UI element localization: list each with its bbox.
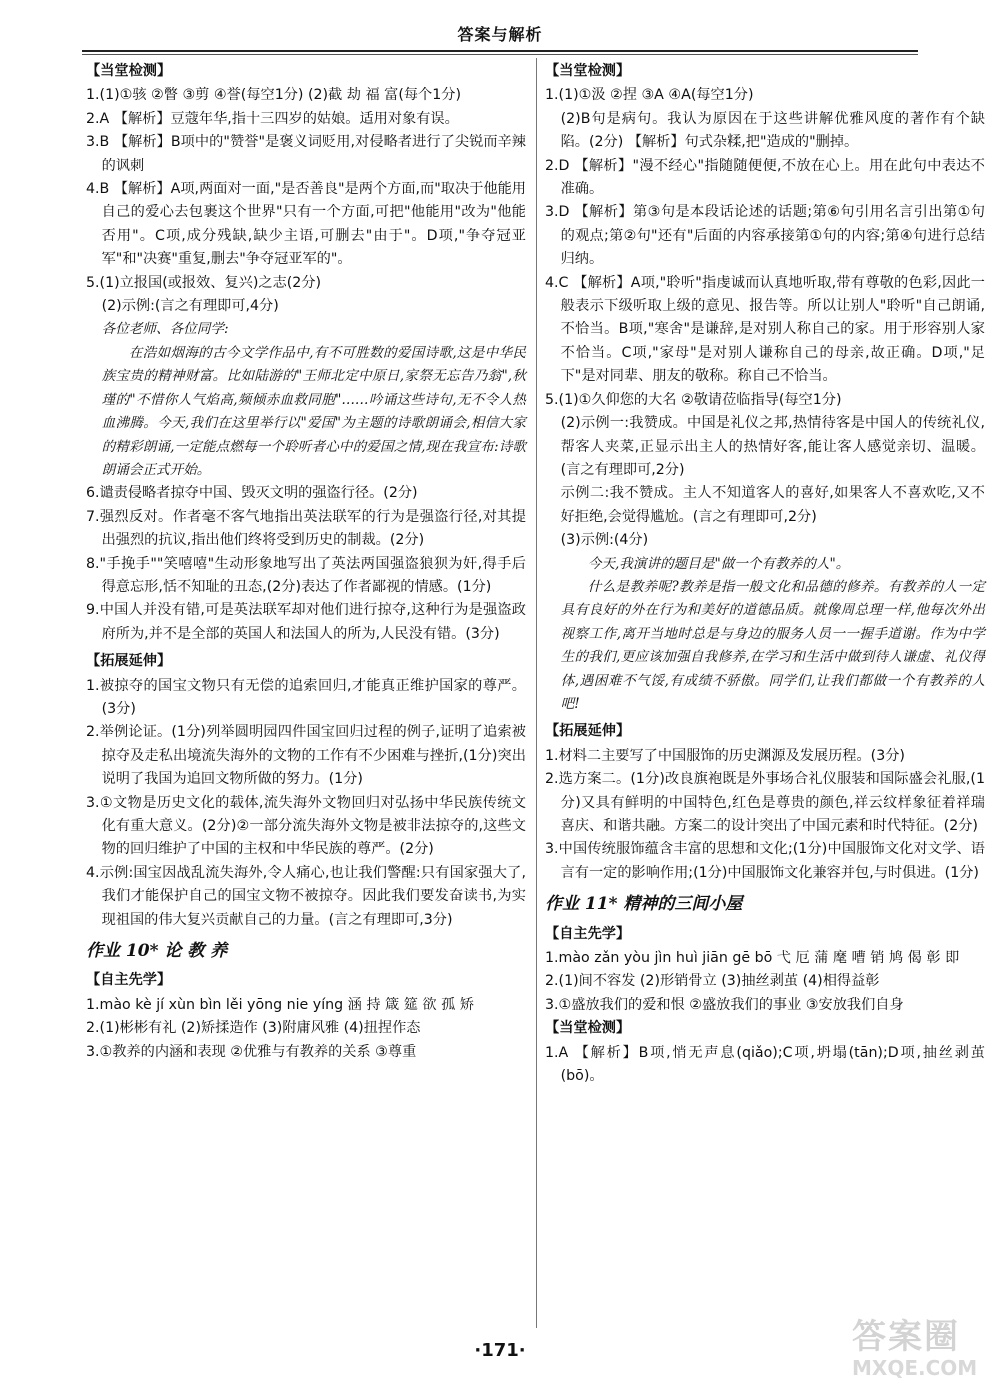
answer-item: 6.谴责侵略者掠夺中国、毁灭文明的强盗行径。(2分) <box>86 485 418 502</box>
assignment-title: 作业 11* 精神的三间小屋 <box>545 894 743 915</box>
answer-item: (3)示例:(4分) <box>560 532 649 549</box>
speech-sample <box>86 318 526 482</box>
answer-item: 1.材料二主要写了中国服饰的历史渊源及发展历程。(3分) <box>545 747 905 764</box>
answer-item: 3.B 【解析】B项中的"赞誉"是褒义词贬用,对侵略者进行了尖锐而辛辣的讽刺 <box>86 134 526 174</box>
answer-item: 1.被掠夺的国宝文物只有无偿的追索回归,才能真正维护国家的尊严。(3分) <box>86 677 526 717</box>
section-title: 【当堂检测】 <box>545 1020 631 1037</box>
right-column <box>545 60 985 1088</box>
section-title: 【当堂检测】 <box>86 63 172 79</box>
answer-item: 2.A 【解析】豆蔻年华,指十三四岁的姑娘。适用对象有误。 <box>86 110 459 127</box>
watermark-logo <box>852 1318 982 1384</box>
answer-item: (2)示例:(言之有理即可,4分) <box>101 298 279 315</box>
answer-item: (2)示例一:我赞成。中国是礼仪之邦,热情待客是中国人的传统礼仪,帮客人夹菜,正显示出主人的热情好客,能让客人感觉亲切、温暖。(言之有理即可,2分) <box>560 415 985 478</box>
answer-item: 5.(1)①久仰您的大名 ②敬请莅临指导(每空1分) <box>545 391 842 408</box>
answer-item: 5.(1)立报国(或报效、复兴)之志(2分) <box>86 274 322 291</box>
page-header-title: 答案与解析 <box>457 25 543 44</box>
speech-opening: 今天,我演讲的题目是"做一个有教养的人"。 <box>587 555 850 572</box>
answer-item: 1.mào zǎn yòu jìn huì jiān gē bō 弋 厄 蒲 麾 嘈 销 鸠 偈 彰 即 <box>545 950 960 967</box>
answer-item: 1.(1)①汲 ②捏 ③A ④A(每空1分) <box>545 87 754 104</box>
section-title: 【自主先学】 <box>545 925 631 942</box>
section-title: 【自主先学】 <box>86 972 172 989</box>
answer-item: 1.(1)①骇 ②瞥 ③剪 ④誉(每空1分) (2)截 劫 福 富(每个1分) <box>86 87 461 104</box>
answer-item: 8."手挽手""笑嘻嘻"生动形象地写出了英法两国强盗狼狈为奸,得手后得意忘形,恬不知耻的丑态,(2分)表达了作者鄙视的情感。(1分) <box>86 555 526 595</box>
speech-body: 在浩如烟海的古今文学作品中,有不可胜数的爱国诗歌,这是中华民族宝贵的精神财富。比如陆游的"王师北定中原日,家祭无忘告乃翁",秋瑾的"不惜你人气焰高,频倾赤血救同胞"……吟诵这些诗句,无不令人热血沸腾。今天,我们在这里举行以"爱国"为主题的诗歌朗诵会,相信大家的精彩朗诵,一定能点燃每一个聆听者心中的爱国之情,现在我宣布:诗歌朗诵会正式开始。 <box>101 344 526 478</box>
answer-item: 4.示例:国宝因战乱流失海外,令人痛心,也让我们警醒:只有国家强大了,我们才能保护自己的国宝文物不被掠夺。因此我们要发奋读书,为实现祖国的伟大复兴贡献自己的力量。(言之有理即可,3分) <box>86 864 526 928</box>
left-column <box>86 60 526 1064</box>
section-title: 【拓展延伸】 <box>86 653 172 670</box>
answer-item: 1.A 【解析】B项,悄无声息(qiǎo);C项,坍塌(tān);D项,抽丝剥茧(bō)。 <box>545 1044 985 1085</box>
answer-item: 4.C 【解析】A项,"聆听"指虔诚而认真地听取,带有尊敬的色彩,因此一般表示下级听取上级的意见、报告等。所以让别人"聆听"自己朗诵,不恰当。B项,"寒舍"是谦辞,是对别人称自己的家。用于形容别人家不恰当。C项,"家母"是对别人谦称自己的母亲,故正确。D项,"足下"是对同辈、朋友的敬称。称自己不恰当。 <box>545 274 985 385</box>
page-number: ·171· <box>474 1340 526 1361</box>
section-title: 【拓展延伸】 <box>545 723 631 740</box>
answer-item: 2.举例论证。(1分)列举圆明园四件国宝回归过程的例子,证明了追索被掠夺及走私出境流失海外的文物的工作有不少困难与挫折,(1分)突出说明了我国为追回文物所做的努力。(1分) <box>86 724 526 788</box>
answer-item: 3.①文物是历史文化的载体,流失海外文物回归对弘扬中华民族传统文化有重大意义。(2分)②一部分流失海外文物是被非法掠夺的,这些文物的回归维护了中国的主权和中华民族的尊严。(2分) <box>86 794 526 858</box>
answer-item: 4.B 【解析】A项,两面对一面,"是否善良"是两个方面,而"取决于他能用自己的爱心去包裹这个世界"只有一个方面,可把"他能用"改为"他能否用"。C项,成分残缺,缺少主语,可删去"由于"。D项,"争夺冠亚军"和"决赛"重复,删去"争夺冠亚军的"。 <box>86 181 526 268</box>
answer-item: 9.中国人并没有错,可是英法联军却对他们进行掠夺,这种行为是强盗政府所为,并不是全部的英国人和法国人的所为,人民没有错。(3分) <box>86 602 526 642</box>
answer-item: 3.①教养的内涵和表现 ②优雅与有教养的关系 ③尊重 <box>86 1043 417 1060</box>
answer-item: 1.mào kè jí xùn bìn lěi yōng nie yíng 涵 持 箴 筵 欲 孤 矫 <box>86 996 475 1013</box>
speech-sample <box>545 553 985 717</box>
speech-salutation: 各位老师、各位同学: <box>101 321 229 338</box>
watermark-text: 答案圈 <box>852 1317 960 1357</box>
answer-item: 2.选方案二。(1分)改良旗袍既是外事场合礼仪服装和国际盛会礼服,(1分)又具有鲜明的中国特色,红色是尊贵的颜色,祥云纹样象征着祥瑞喜庆、和谐共融。方案二的设计突出了中国元素和时代特征。(2分) <box>545 771 985 834</box>
watermark-url: MXQE.COM <box>852 1356 978 1380</box>
page-header <box>82 22 918 52</box>
answer-item: 3.D 【解析】第③句是本段话论述的话题;第⑥句引用名言引出第①句的观点;第②句"还有"后面的内容承接第①句的内容;第④句进行总结归纳。 <box>545 204 985 268</box>
header-rule <box>82 54 918 55</box>
answer-item: 2.(1)间不容发 (2)形销骨立 (3)抽丝剥茧 (4)相得益彰 <box>545 973 880 990</box>
answer-item: 7.强烈反对。作者毫不客气地指出英法联军的行为是强盗行径,对其提出强烈的抗议,指出他们终将受到历史的制裁。(2分) <box>86 508 526 549</box>
answer-item: (2)B句是病句。我认为原因在于这些讲解优雅风度的著作有个缺陷。(2分) 【解析】句式杂糅,把"造成的"删掉。 <box>560 110 985 151</box>
column-divider <box>536 58 537 1328</box>
answer-item: 3.①盛放我们的爱和恨 ②盛放我们的事业 ③安放我们自身 <box>545 996 904 1013</box>
answer-item: 2.(1)彬彬有礼 (2)矫揉造作 (3)附庸风雅 (4)扭捏作态 <box>86 1020 421 1037</box>
assignment-title: 作业 10* 论 教 养 <box>86 941 228 962</box>
speech-body: 什么是教养呢?教养是指一般文化和品德的修养。有教养的人一定具有良好的外在行为和美好的道德品质。就像周总理一样,他每次外出视察工作,离开当地时总是与身边的服务人员一一握手道谢。作为中学生的我们,更应该加强自我修养,在学习和生活中做到待人谦虚、礼仪得体,遇困难不气馁,有成绩不骄傲。同学们,让我们都做一个有教养的人吧! <box>560 578 985 712</box>
section-title: 【当堂检测】 <box>545 63 631 79</box>
answer-item: 示例二:我不赞成。主人不知道客人的喜好,如果客人不喜欢吃,又不好拒绝,会觉得尴尬。(言之有理即可,2分) <box>560 485 985 525</box>
answer-item: 3.中国传统服饰蕴含丰富的思想和文化;(1分)中国服饰文化对文学、语言有一定的影响作用;(1分)中国服饰文化兼容并包,与时俱进。(1分) <box>545 841 985 881</box>
answer-item: 2.D 【解析】"漫不经心"指随随便便,不放在心上。用在此句中表达不准确。 <box>545 157 985 198</box>
